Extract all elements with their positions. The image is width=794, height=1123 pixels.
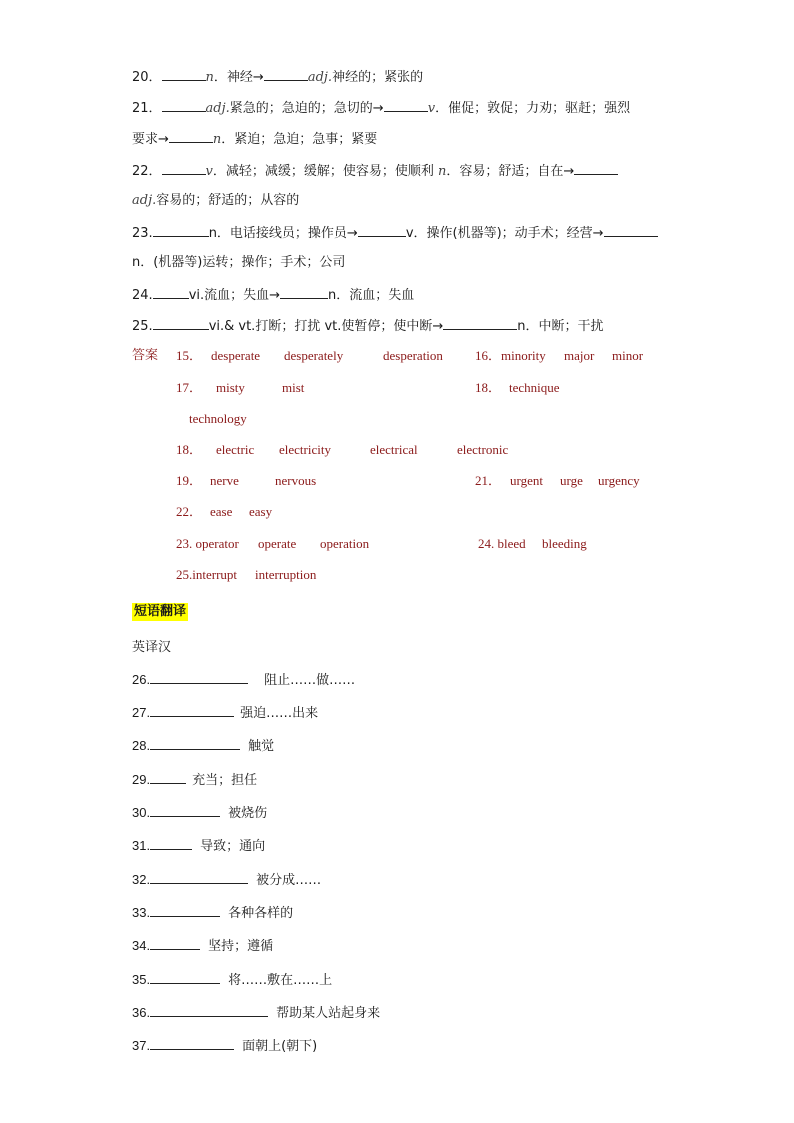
vocab-line-22 (132, 160, 618, 182)
answer-blank[interactable] (604, 222, 658, 237)
answer-blank[interactable] (150, 669, 248, 684)
item-number: 26. (132, 672, 151, 687)
vocab-line-22-cont (132, 191, 299, 211)
phrase-text: 被烧伤 (228, 806, 268, 821)
item-number: 21． (132, 101, 162, 116)
answer-word: electricity (279, 442, 331, 457)
answer-blank[interactable] (150, 835, 192, 850)
answer-num: 19． (176, 473, 203, 488)
answer-row-22 (176, 502, 272, 522)
answer-word: major (564, 348, 595, 363)
answer-row-18a-cont: technology (189, 411, 247, 426)
answer-row-17 (176, 378, 304, 398)
item-number: 25. (132, 319, 153, 334)
answer-row-18b (176, 440, 508, 460)
phrase-item (132, 935, 273, 957)
item-number: 32. (132, 872, 151, 887)
item-number: 22． (132, 164, 162, 179)
answer-word: ease (210, 504, 233, 519)
answer-word: urge (560, 473, 583, 488)
item-number: 36. (132, 1005, 151, 1020)
definition: 容易的；舒适的；从容的 (156, 193, 300, 208)
definition: n．中断；干扰 (517, 319, 604, 334)
answer-word: minor (612, 348, 644, 363)
answer-row-23 (176, 534, 369, 554)
phrase-item (132, 969, 332, 991)
pos-tag: v (427, 101, 436, 116)
answer-word: mist (282, 380, 305, 395)
phrase-item (132, 869, 321, 891)
item-number: 35. (132, 972, 151, 987)
vocab-line-23-cont (132, 253, 345, 273)
answer-row-21 (475, 471, 640, 491)
definition: n．流血；失血 (328, 288, 415, 303)
item-number: 30. (132, 805, 151, 820)
phrase-text: 强迫……出来 (240, 706, 319, 721)
answer-word: 16．minority (475, 348, 546, 363)
answer-word: electrical (370, 442, 418, 457)
answer-blank[interactable] (162, 66, 206, 81)
answer-blank[interactable] (153, 315, 209, 330)
answer-blank[interactable] (162, 160, 206, 175)
pos-tag: adj. (205, 101, 230, 116)
answer-blank[interactable] (150, 902, 220, 917)
answer-blank[interactable] (150, 1002, 268, 1017)
definition: ．容易；舒适；自在→ (446, 164, 575, 179)
phrase-item (132, 702, 318, 724)
answer-blank[interactable] (150, 969, 220, 984)
answer-num: 17． (176, 380, 203, 395)
definition: vi.& vt.打断；打扰 vt.使暂停；使中断→ (208, 319, 444, 334)
phrase-text: 被分成…… (256, 873, 322, 888)
pos-tag: n (212, 132, 222, 147)
phrase-item (132, 1002, 380, 1024)
phrase-text: 各种各样的 (228, 906, 294, 921)
item-number: 33. (132, 905, 151, 920)
phrase-item (132, 802, 267, 824)
vocab-line-23 (132, 222, 658, 244)
answer-row-15 (176, 346, 443, 366)
item-number: 28. (132, 738, 151, 753)
item-number: 23. (132, 226, 153, 241)
answer-row-24 (478, 534, 587, 554)
definition: v．操作(机器等)；动手术；经营→ (405, 226, 604, 241)
answer-row-19 (176, 471, 316, 491)
phrase-item (132, 835, 265, 857)
answer-row-25 (176, 565, 316, 585)
phrase-text: 充当；担任 (192, 773, 258, 788)
definition: 要求→ (132, 132, 169, 147)
answer-word: urgency (598, 473, 640, 488)
phrase-text: 帮助某人站起身来 (276, 1006, 381, 1021)
answer-blank[interactable] (280, 284, 328, 299)
answer-blank[interactable] (150, 769, 186, 784)
item-number: 31. (132, 838, 151, 853)
answer-word: misty (216, 380, 245, 395)
answer-word: 23. operator (176, 536, 239, 551)
answer-word: desperately (284, 348, 344, 363)
item-number: 24. (132, 288, 153, 303)
item-number: 37. (132, 1038, 151, 1053)
answer-word: operation (320, 536, 370, 551)
vocab-line-21 (132, 97, 630, 119)
phrase-text: 坚持；遵循 (208, 939, 274, 954)
pos-tag: adj. (132, 193, 157, 208)
vocab-line-24 (132, 284, 414, 306)
answer-row-16 (475, 346, 643, 366)
answer-word: bleeding (542, 536, 587, 551)
answer-word: desperation (383, 348, 443, 363)
answer-blank[interactable] (384, 97, 428, 112)
answer-word: nerve (210, 473, 239, 488)
answer-blank[interactable] (150, 735, 240, 750)
answer-word: easy (249, 504, 273, 519)
section-title: 短语翻译 (134, 604, 187, 619)
pos-tag: v (205, 164, 213, 179)
definition: ．减轻；减缓；缓解；使容易；使顺利 (212, 164, 439, 179)
definition: n．(机器等)运转；操作；手术；公司 (132, 255, 346, 270)
answer-word: 25.interrupt (176, 567, 238, 582)
phrase-item (132, 1035, 317, 1057)
definition: ．紧迫；急迫；急事；紧要 (221, 132, 378, 147)
phrase-text: 阻止……做…… (264, 673, 356, 688)
definition: ．催促；敦促；力劝；驱赶；强烈 (435, 101, 631, 116)
definition: 紧急的；急迫的；急切的→ (229, 101, 384, 116)
answer-blank[interactable] (264, 66, 308, 81)
answer-blank[interactable] (150, 1035, 234, 1050)
answer-word: technique (509, 380, 560, 395)
pos-tag: adj. (307, 70, 333, 85)
answer-word: interruption (255, 567, 317, 582)
item-number: 29. (132, 772, 151, 787)
phrase-item (132, 902, 293, 924)
answer-word: electronic (457, 442, 509, 457)
answer-blank[interactable] (574, 160, 618, 175)
answer-blank[interactable] (358, 222, 406, 237)
vocab-line-25 (132, 315, 604, 337)
answer-word: 24. bleed (478, 536, 526, 551)
answer-word: electric (216, 442, 255, 457)
definition: vi.流血；失血→ (188, 288, 281, 303)
answers-label: 答案 (132, 348, 159, 363)
answer-num: 18． (475, 380, 502, 395)
answer-blank[interactable] (150, 935, 200, 950)
answer-word: desperate (211, 348, 261, 363)
answer-blank[interactable] (443, 315, 517, 330)
phrase-item (132, 669, 355, 691)
definition: ．神经→ (213, 70, 264, 85)
phrase-text: 导致；通向 (200, 839, 266, 854)
phrase-item (132, 769, 257, 791)
answer-blank[interactable] (150, 869, 248, 884)
vocab-line-21-cont (132, 128, 377, 150)
phrase-text: 面朝上(朝下) (242, 1039, 318, 1054)
vocab-line-20 (132, 66, 423, 88)
pos-tag: n (438, 164, 447, 179)
answer-num: 15． (176, 348, 203, 363)
answer-blank[interactable] (169, 128, 213, 143)
answer-blank[interactable] (153, 222, 209, 237)
phrase-text: 将……敷在……上 (228, 973, 333, 988)
item-number: 20． (132, 70, 162, 85)
answer-blank[interactable] (150, 702, 234, 717)
item-number: 34. (132, 938, 151, 953)
answer-num: 22． (176, 504, 203, 519)
answer-blank[interactable] (150, 802, 220, 817)
pos-tag: n (205, 70, 214, 85)
answer-blank[interactable] (162, 97, 206, 112)
definition: 神经的；紧张的 (332, 70, 424, 85)
definition: n．电话接线员；操作员→ (208, 226, 358, 241)
section-subtitle: 英译汉 (132, 640, 172, 655)
answer-row-18a (475, 378, 560, 398)
answer-blank[interactable] (153, 284, 189, 299)
phrase-text: 触觉 (248, 739, 275, 754)
answer-num: 21． (475, 473, 502, 488)
item-number: 27. (132, 705, 151, 720)
answer-word: nervous (275, 473, 317, 488)
phrase-item (132, 735, 274, 757)
answer-word: urgent (510, 473, 543, 488)
answer-word: operate (258, 536, 297, 551)
answer-num: 18． (176, 442, 203, 457)
